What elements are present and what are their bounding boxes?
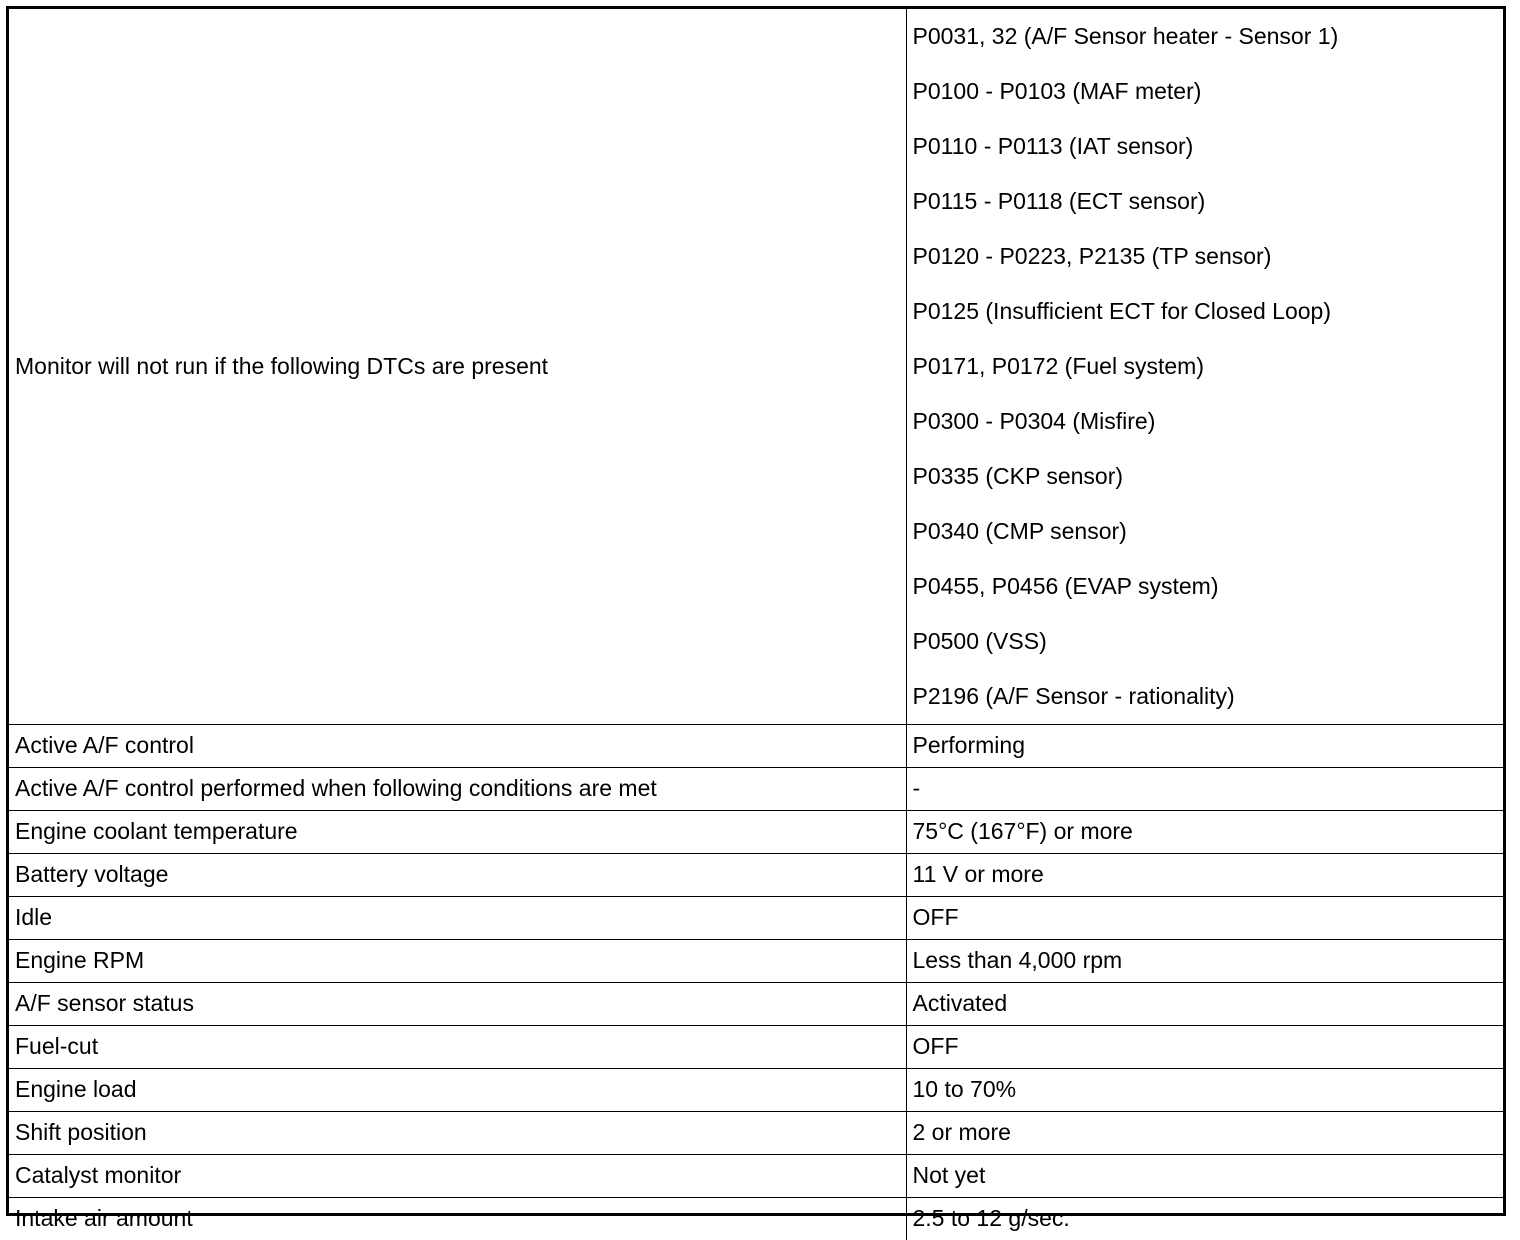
condition-value: OFF (906, 1026, 1503, 1069)
table-row (9, 725, 1503, 768)
monitor-conditions-table (9, 9, 1503, 1240)
dtc-code-item: P0125 (Insufficient ECT for Closed Loop) (913, 284, 1504, 339)
dtc-code-list (913, 9, 1504, 724)
table-row (9, 811, 1503, 854)
condition-label: A/F sensor status (9, 983, 906, 1026)
condition-label: Shift position (9, 1112, 906, 1155)
spec-table-frame (6, 6, 1506, 1216)
condition-label: Active A/F control performed when following conditions are met (9, 768, 906, 811)
condition-label: Idle (9, 897, 906, 940)
condition-label: Fuel-cut (9, 1026, 906, 1069)
dtc-code-item: P0115 - P0118 (ECT sensor) (913, 174, 1504, 229)
table-row (9, 1069, 1503, 1112)
dtc-code-item: P0031, 32 (A/F Sensor heater - Sensor 1) (913, 9, 1504, 64)
condition-label: Catalyst monitor (9, 1155, 906, 1198)
table-row (9, 983, 1503, 1026)
dtc-condition-label: Monitor will not run if the following DTCs are present (9, 9, 906, 725)
dtc-code-item: P0171, P0172 (Fuel system) (913, 339, 1504, 394)
table-row (9, 1112, 1503, 1155)
condition-value: OFF (906, 897, 1503, 940)
condition-label: Engine load (9, 1069, 906, 1112)
dtc-code-item: P0455, P0456 (EVAP system) (913, 559, 1504, 614)
dtc-code-item: P0335 (CKP sensor) (913, 449, 1504, 504)
condition-value: Less than 4,000 rpm (906, 940, 1503, 983)
condition-label: Battery voltage (9, 854, 906, 897)
dtc-code-item: P0100 - P0103 (MAF meter) (913, 64, 1504, 119)
condition-value: 10 to 70% (906, 1069, 1503, 1112)
dtc-code-item: P0500 (VSS) (913, 614, 1504, 669)
table-row (9, 940, 1503, 983)
condition-value: - (906, 768, 1503, 811)
condition-label: Active A/F control (9, 725, 906, 768)
dtc-codes-cell (906, 9, 1503, 725)
condition-value: 11 V or more (906, 854, 1503, 897)
table-row (9, 897, 1503, 940)
condition-value: 2.5 to 12 g/sec. (906, 1198, 1503, 1240)
table-row (9, 1026, 1503, 1069)
dtc-code-item: P0120 - P0223, P2135 (TP sensor) (913, 229, 1504, 284)
condition-value: 75°C (167°F) or more (906, 811, 1503, 854)
table-row-dtc-exclusions (9, 9, 1503, 725)
condition-label: Intake air amount (9, 1198, 906, 1240)
dtc-code-item: P2196 (A/F Sensor - rationality) (913, 669, 1504, 724)
condition-value: Performing (906, 725, 1503, 768)
condition-value: Activated (906, 983, 1503, 1026)
table-row (9, 1198, 1503, 1240)
table-row (9, 1155, 1503, 1198)
condition-value: Not yet (906, 1155, 1503, 1198)
condition-value: 2 or more (906, 1112, 1503, 1155)
dtc-code-item: P0110 - P0113 (IAT sensor) (913, 119, 1504, 174)
condition-label: Engine RPM (9, 940, 906, 983)
table-row (9, 854, 1503, 897)
table-row (9, 768, 1503, 811)
condition-label: Engine coolant temperature (9, 811, 906, 854)
dtc-code-item: P0340 (CMP sensor) (913, 504, 1504, 559)
dtc-code-item: P0300 - P0304 (Misfire) (913, 394, 1504, 449)
